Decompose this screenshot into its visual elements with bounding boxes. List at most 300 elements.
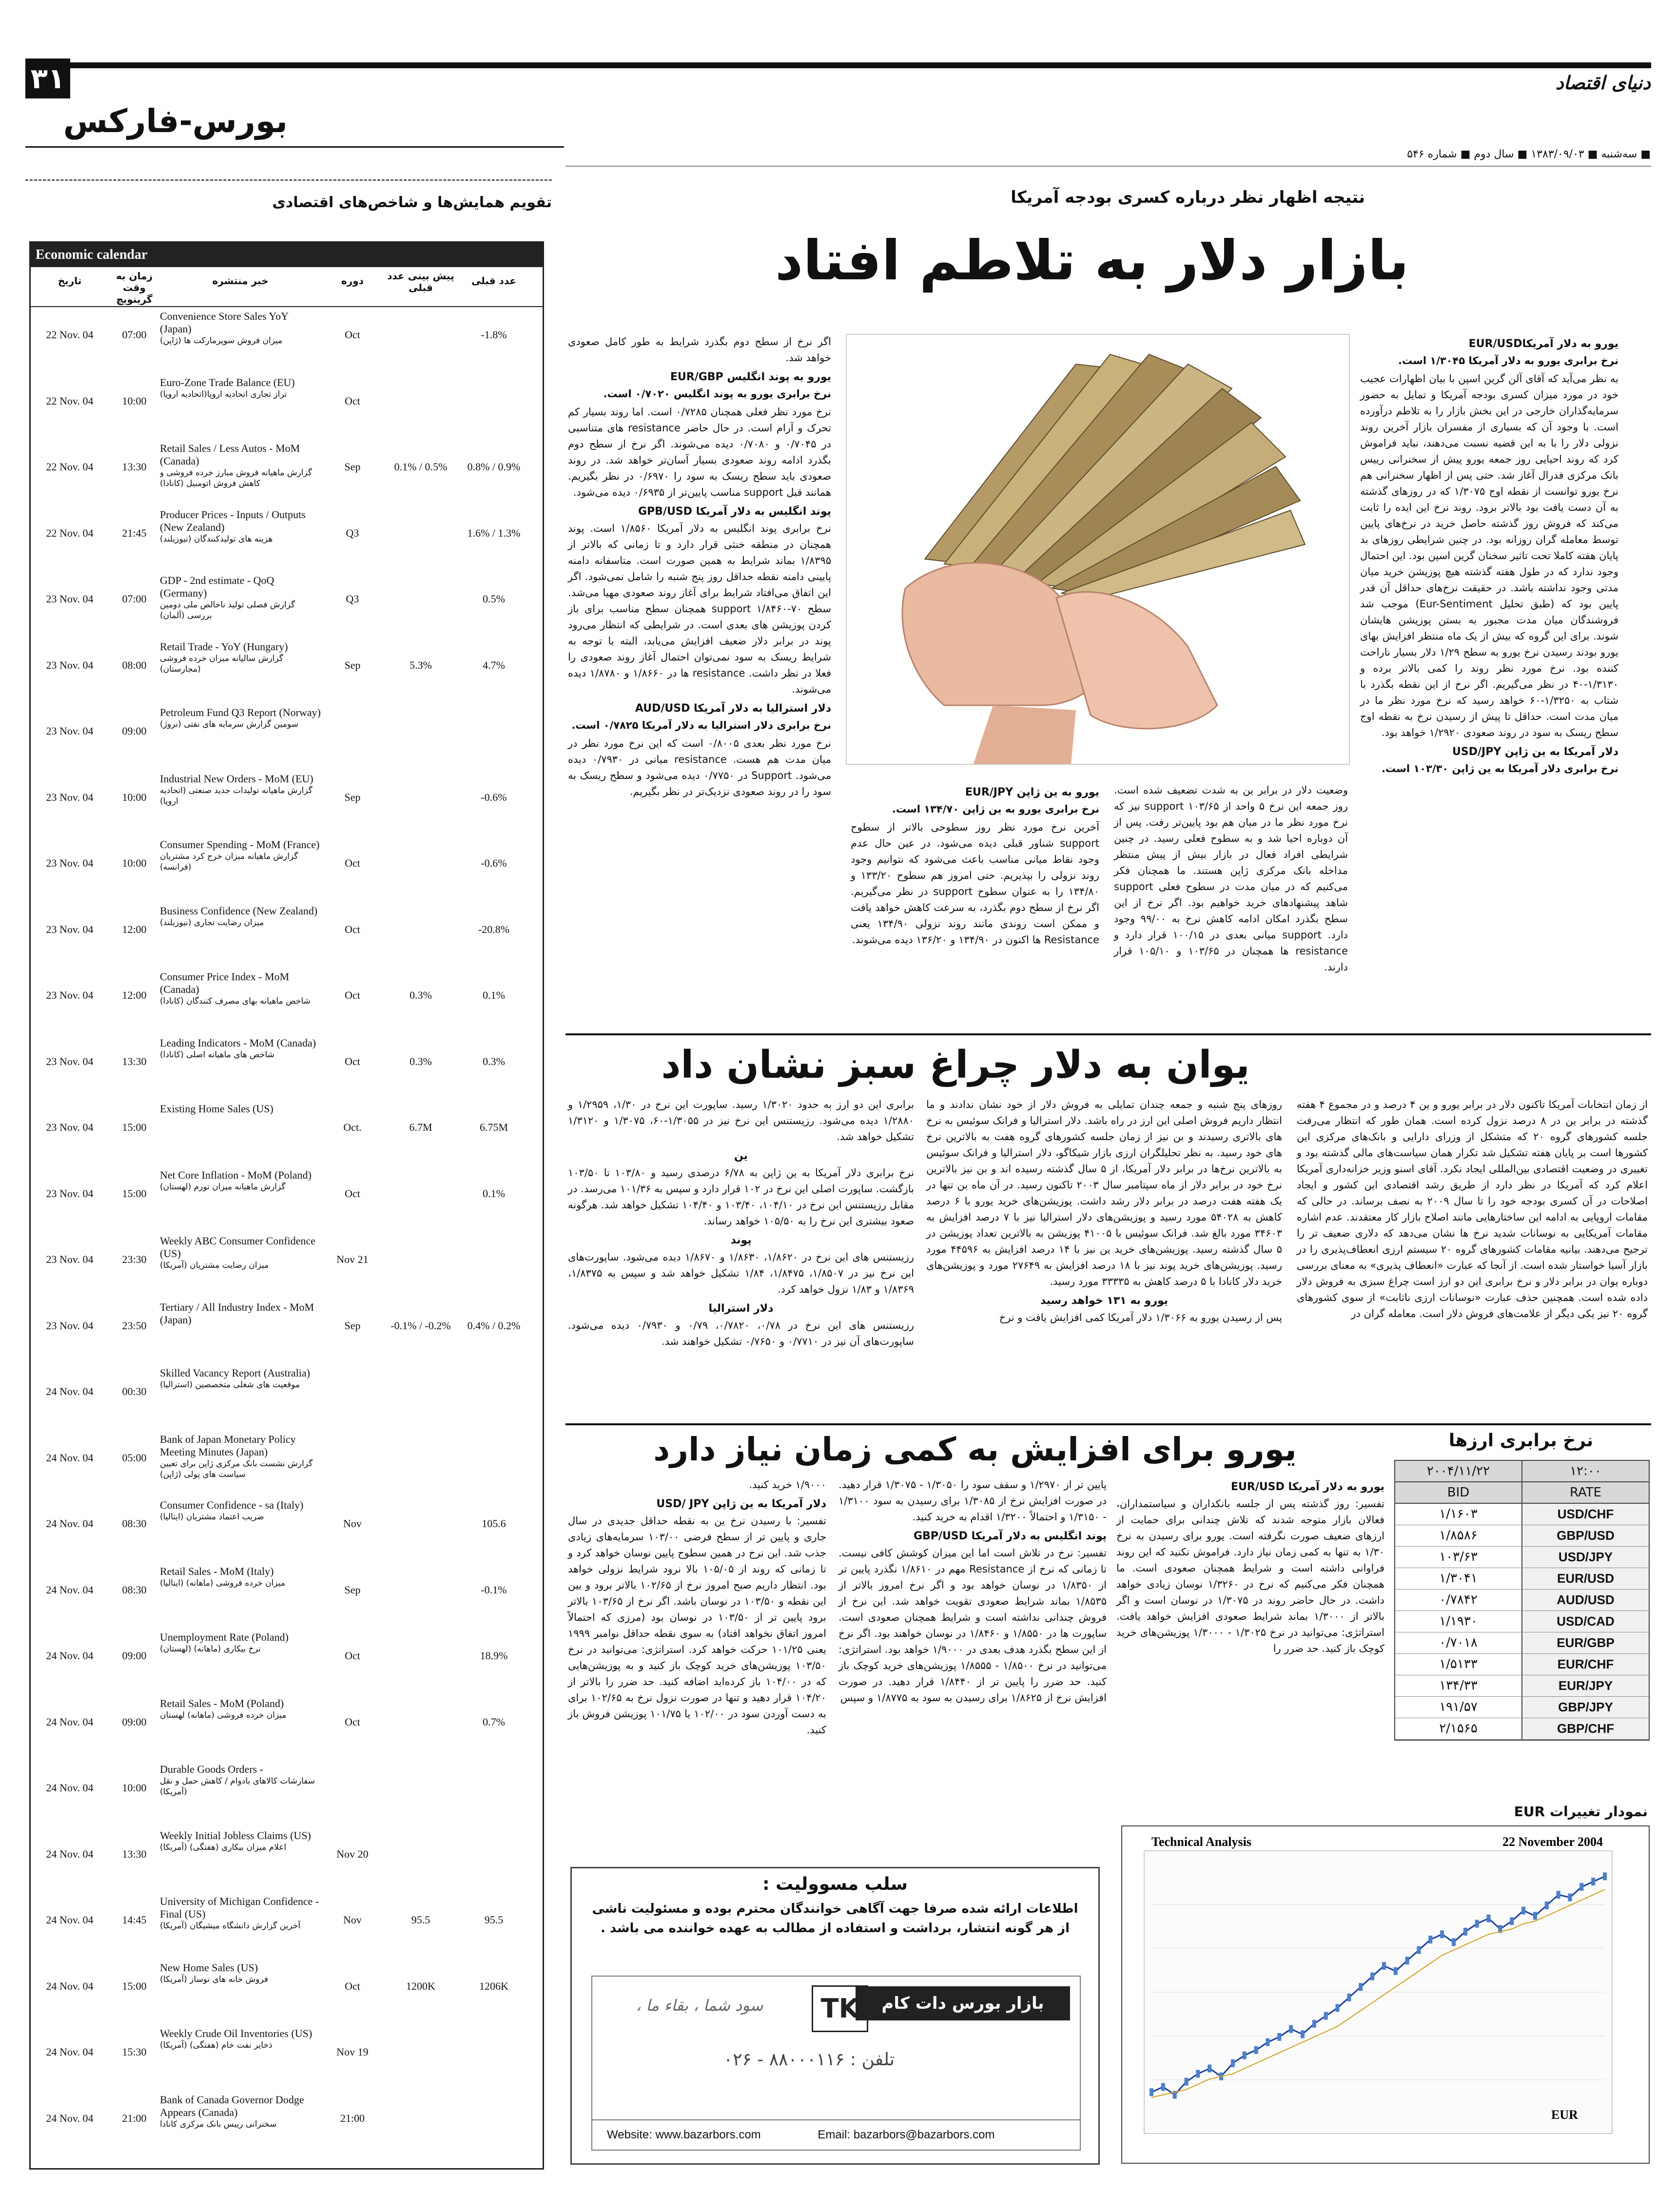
yuan-col3-p2: رزیستنس های این نرخ در ۱/۸۶۲۰، ۱/۸۶۳۰ و ۱/۸۶۷۰ دیده می‌شود. ساپورت‌های این نرخ نیز در ۱/۸۵۰۷، ۱/۸۴۷۵، ۱/۸۴ تشکیل خواهد شد و سپس به ۱/۸۳۷۵، ۱/۸۳۶۹ و ۱/۸۳ نزول خواهد کرد. xyxy=(568,1251,915,1295)
cal-event-fa: میزان فروش سوپرمارکت ها (ژاپن) xyxy=(160,336,283,346)
col1-sub2: نرخ برابری دلار آمریکا به ین ژاپن ۱۰۳/۳۰ است. xyxy=(1382,763,1618,775)
rates-pair: EUR/JPY xyxy=(1522,1675,1649,1696)
cal-date: 22 Nov. 04 xyxy=(46,329,94,341)
col4-h2: پوند انگلیس به دلار آمریکا GPB/USD xyxy=(638,505,831,518)
chart-point xyxy=(1394,1967,1398,1975)
cal-time: 08:30 xyxy=(122,1583,147,1596)
cal-date: 24 Nov. 04 xyxy=(46,2112,94,2124)
cal-time: 23:50 xyxy=(122,1319,147,1332)
col4-p2: نرخ برابری پوند انگلیس به دلار آمریکا ۱/۸۵۶۰ است. پوند همچنان در منطقه خنثی قرار دارد و تا زمانی که بالاتر از ۱/۸۳۹۵ بماند شرایط به همین صورت است. متاسفانه دامنه پایینی دامنه نقطه حداقل روز پنج شنبه را شامل نمی‌شود. اگر این اتفاق می‌افتاد شرایط برای آغاز روند صعودی مهیا می‌شد. سطح support ۱/۸۴۶۰-۷۰ همچنان سطح مناسب برای باز کردن پوزیشن های بعدی است. در شرایطی که انتظار می‌رود پوند در برابر دلار ضعیف افزایش می‌یابد، البته با توجه به شرایط ریسک به سود نمی‌توان احتمال آغاز روند صعودی را فعلا در نظر داشت. resistance ها در ۱/۸۶۶۰ و ۱/۸۷۸۰ دیده می‌شوند. xyxy=(568,523,831,695)
calendar-row xyxy=(31,770,543,836)
cal-forecast xyxy=(384,1694,457,1761)
chart-point xyxy=(1243,2052,1247,2059)
chart-date: 22 November 2004 xyxy=(1502,1835,1603,1849)
yuan-col2-sub: یورو به ۱۳۱ خواهد رسید xyxy=(1040,1295,1169,1307)
money-photo xyxy=(846,334,1350,765)
chart-point xyxy=(1312,2020,1316,2028)
cal-event xyxy=(160,2024,321,2091)
cal-period xyxy=(321,1760,384,1826)
calendar-row xyxy=(31,1959,543,2025)
rates-bid: ۱/۵۱۳۳ xyxy=(1395,1654,1522,1675)
cal-event-fa: گزارش سالیانه میزان خرده فروشی (مجارستان) xyxy=(160,653,283,674)
cal-event xyxy=(160,1166,321,1232)
cal-period: Oct xyxy=(345,989,360,1001)
calendar-title: Economic calendar xyxy=(36,247,148,262)
col4-h1: یورو به پوند انگلیس EUR/GBP xyxy=(670,371,831,383)
chart-point xyxy=(1591,1878,1595,1885)
cal-forecast: 0.3% xyxy=(409,989,432,1001)
calendar-row xyxy=(31,968,543,1034)
cal-event-fa: نرخ بیکاری (ماهانه) (لهستان) xyxy=(160,1644,261,1654)
chart-point xyxy=(1185,2078,1189,2086)
cal-period: Oct xyxy=(345,1187,360,1200)
cal-previous: 0.7% xyxy=(483,1715,505,1728)
chart-caption: نمودار تغییرات EUR xyxy=(1514,1804,1648,1820)
chart-point xyxy=(1545,1902,1549,1909)
cal-event-fa: شاخص های ماهیانه اصلی (کانادا) xyxy=(160,1049,274,1060)
chart-point xyxy=(1417,1946,1421,1954)
cal-date: 23 Nov. 04 xyxy=(46,1319,94,1332)
cal-time: 09:00 xyxy=(122,1715,147,1728)
rates-bid: ۱۳۴/۳۳ xyxy=(1395,1675,1522,1696)
cal-forecast: -0.1% / -0.2% xyxy=(390,1319,451,1332)
cal-forecast: 5.3% xyxy=(409,659,432,671)
cal-time: 23:30 xyxy=(122,1253,147,1265)
calendar-row xyxy=(31,1892,543,1959)
yuan-bottom-rule xyxy=(565,1423,1651,1425)
euro-col3-p0: ۱/۹۰۰۰ خرید کنید. xyxy=(749,1479,826,1491)
col4-p0: اگر نرخ از سطح دوم بگذرد شرایط به طور کامل صعودی خواهد شد. xyxy=(568,336,831,364)
cal-previous: -0.6% xyxy=(481,791,507,803)
rates-row xyxy=(1395,1547,1649,1568)
cal-event xyxy=(160,505,321,572)
cal-event xyxy=(160,968,321,1034)
ad-brand: بازار بورس دات کام xyxy=(881,1994,1044,2013)
cal-period: Oct. xyxy=(343,1121,362,1133)
chart-point xyxy=(1510,1917,1514,1925)
cal-forecast xyxy=(384,2024,457,2091)
cal-previous: -1.8% xyxy=(481,329,507,341)
chart-point xyxy=(1382,1962,1386,1970)
cal-event-en: University of Michigan Confidence - Final (US) xyxy=(160,1895,319,1920)
top-story-col3 xyxy=(851,782,1099,951)
cal-event-en: New Home Sales (US) xyxy=(160,1961,258,1974)
cal-date: 23 Nov. 04 xyxy=(46,725,94,737)
rates-bid: ۱۹۱/۵۷ xyxy=(1395,1697,1522,1718)
rates-pair: GBP/JPY xyxy=(1522,1697,1649,1718)
cal-period: Oct xyxy=(345,394,360,407)
cal-date: 24 Nov. 04 xyxy=(46,1847,94,1860)
cal-period: Nov 21 xyxy=(336,1253,369,1265)
yuan-col3 xyxy=(568,1097,914,1353)
dashed-divider xyxy=(25,179,552,181)
cal-event-en: Unemployment Rate (Poland) xyxy=(160,1631,289,1643)
cal-event-en: Leading Indicators - MoM (Canada) xyxy=(160,1036,316,1049)
calendar-body xyxy=(31,307,543,2156)
calendar-row xyxy=(31,1034,543,1100)
eur-chart xyxy=(1122,1826,1649,2163)
page-number-box xyxy=(25,58,70,98)
cal-previous: 1206K xyxy=(479,1979,508,1992)
cal-event xyxy=(160,703,321,770)
cal-date: 22 Nov. 04 xyxy=(46,526,94,539)
ad-logo-text: TK xyxy=(820,1993,859,2024)
rates-row xyxy=(1395,1654,1649,1675)
cal-forecast xyxy=(384,1826,457,1893)
cal-time: 15:30 xyxy=(122,2046,147,2058)
cal-date: 23 Nov. 04 xyxy=(46,857,94,869)
chart-point xyxy=(1452,1938,1456,1946)
chart-point xyxy=(1521,1907,1525,1915)
chart-point xyxy=(1196,2070,1200,2077)
chart-point xyxy=(1557,1891,1560,1899)
cal-period: Oct xyxy=(345,1979,360,1992)
cal-period: Nov 20 xyxy=(336,1847,369,1860)
yuan-col2-tail: پس از رسیدن یورو به ۱/۳۰۶۶ دلار آمریکا کمی افزایش یافت و نرخ xyxy=(999,1312,1282,1323)
cal-event-en: Petroleum Fund Q3 Report (Norway) xyxy=(160,706,321,718)
calendar-row xyxy=(31,835,543,902)
cal-previous xyxy=(457,2024,530,2091)
cal-event xyxy=(160,1232,321,1298)
col4-sub3: نرخ برابری دلار استرالیا به دلار آمریکا ۰/۷۸۲۵ است. xyxy=(571,719,831,731)
cal-event-fa: میزان خرده فروشی (ماهانه) لهستان xyxy=(160,1710,287,1720)
euro-col2-p1: تفسیر: نرخ در تلاش است اما این میزان کوشش کافی نیست. تا زمانی که نرخ از Resistance مهم در ۱/۸۶۱۰ نگذرد پایین تر از ۱/۸۳۵۰ در نوسان خواهد بود و اگر نرخ امروز بالاتر از ۱/۸۵۳۵ بماند شرایط صعودی تقویت خواهد شد. این نرخ از فروش چندانی نداشته است و شرایط همچنان صعودی است. ساپورت ها در ۱/۸۵۵۰ و ۱/۸۴۶۰ در نوسان خواهند بود. اگر نرخ از این سطح بگذرد هدف بعدی در ۱/۹۰۰۰ خواهد بود. استراتژی: می‌توانید در نرخ ۱/۸۵۰۰ - ۱/۸۵۵۵ پوزیشن‌های خرید کوچک باز کنید. حد ضرر را پایین تر از ۱/۸۴۴۰ قرار دهید. در صورت افزایش نرخ از ۱/۸۶۲۵ برای رسیدن به سود به ۱/۸۷۷۵ و سپس xyxy=(838,1547,1107,1704)
rates-pair: USD/JPY xyxy=(1522,1547,1649,1568)
cal-previous xyxy=(457,1364,530,1430)
cal-period xyxy=(321,703,384,770)
cal-event-fa: سفارشات کالاهای بادوام / کاهش حمل و نقل (آمریکا) xyxy=(160,1776,315,1797)
chart-point xyxy=(1336,2004,1340,2012)
col4-sub1: نرخ برابری یورو به پوند انگلیس ۰/۷۰۲۰ است. xyxy=(603,388,831,400)
ad-footer xyxy=(592,2119,1080,2150)
cal-previous xyxy=(457,1232,530,1298)
calendar-row xyxy=(31,1364,543,1430)
cal-time: 08:30 xyxy=(122,1517,147,1530)
yuan-col2 xyxy=(926,1097,1282,1329)
cal-time: 21:45 xyxy=(122,526,147,539)
cal-date: 24 Nov. 04 xyxy=(46,1385,94,1397)
chart-title: Technical Analysis xyxy=(1151,1835,1251,1849)
cal-forecast xyxy=(384,1232,457,1298)
cal-time: 13:30 xyxy=(122,1055,147,1067)
cal-event-en: Bank of Japan Monetary Policy Meeting Minutes (Japan) xyxy=(160,1433,296,1458)
cal-previous: 0.5% xyxy=(483,593,505,605)
chart-point xyxy=(1347,1994,1351,2001)
money-illustration xyxy=(847,335,1349,764)
chart-point xyxy=(1475,1920,1479,1928)
cal-date: 24 Nov. 04 xyxy=(46,2046,94,2058)
cal-date: 23 Nov. 04 xyxy=(46,1187,94,1200)
cal-event-fa: آخرین گزارش دانشگاه میشیگان (آمریکا) xyxy=(160,1921,301,1931)
calendar-row xyxy=(31,1166,543,1232)
cal-event-en: Existing Home Sales (US) xyxy=(160,1103,273,1115)
cal-time: 12:00 xyxy=(122,923,147,935)
cal-date: 23 Nov. 04 xyxy=(46,593,94,605)
cal-event xyxy=(160,770,321,836)
cal-event xyxy=(160,1496,321,1562)
cal-period: Sep xyxy=(344,461,361,473)
euro-col3 xyxy=(568,1477,826,1741)
rates-header-1 xyxy=(1395,1461,1649,1482)
calendar-panel xyxy=(29,241,544,2170)
rates-row xyxy=(1395,1504,1649,1525)
disclaimer-ad-box xyxy=(570,1867,1100,2165)
cal-event-fa: سومین گزارش سرمایه های نفتی (نروژ) xyxy=(160,719,299,729)
cal-event xyxy=(160,835,321,902)
cal-forecast: 0.3% xyxy=(409,1055,432,1067)
cal-period xyxy=(321,1430,384,1496)
cal-event-fa: تراز تجاری اتحادیه اروپا(اتحادیه اروپا) xyxy=(160,389,287,399)
cal-previous xyxy=(457,703,530,770)
col4-h3: دلار استرالیا به دلار آمریکا AUD/USD xyxy=(635,702,831,715)
cal-previous: 0.3% xyxy=(483,1055,505,1067)
col4-p3: نرخ مورد نظر بعدی ۰/۸۰۰۵ است که این نرخ مورد نظر در میان مدت هم هست. resistance میانی در ۰/۷۹۳۰ دیده می‌شود. Support در ۰/۷۷۵۰ دیده می‌شود و سطح ریسک به سود را در روند صعودی نزدیک‌تر در نظر بگیریم. xyxy=(568,737,831,797)
rates-pair: USD/CAD xyxy=(1522,1611,1649,1632)
ad-brand-bar xyxy=(856,1986,1070,2020)
chart-point xyxy=(1370,1973,1374,1980)
calendar-row xyxy=(31,1100,543,1166)
rates-row xyxy=(1395,1632,1649,1654)
cal-event-en: Net Core Inflation - MoM (Poland) xyxy=(160,1168,312,1181)
rates-bid: ۰/۷۸۴۲ xyxy=(1395,1590,1522,1610)
cal-event-en: Convenience Store Sales YoY (Japan) xyxy=(160,310,289,335)
chart-point xyxy=(1359,1983,1363,1991)
col2-p1: وضعیت دلار در برابر ین به شدت تضعیف شده است. روز جمعه این نرخ ۵ واحد از support ۱۰۳/۶۵ نیز که نرخ مورد نظر ما در میان هم بود پایین‌تر رفت. پس از آن دوباره احیا شد و به سطوح فعلی رسید. در چنین شرایطی افراد فعال در بازار بیش از پیش منتظر مداخله بانک مرکزی ژاپن هستند. ما همچنان فکر می‌کنیم که در میان مدت در سطوح فعلی support شاهد پیشنهادهای خرید خواهیم بود. اگر نرخ از این سطح بگذرد امکان ادامه کاهش نرخ به ۹۹/۰۰ وجود دارد. support میانی بعدی در ۱۰۰/۱۵ قرار دارد و resistance ها همچنان در ۱۰۳/۶۵ و ۱۰۵/۱۰ قرار دارند. xyxy=(1114,784,1348,973)
cal-previous: -0.1% xyxy=(481,1583,507,1596)
euro-col2-p0: پایین تر از ۱/۲۹۷۰ و سقف سود را ۱/۳۰۵۰ - ۱/۳۰۷۵ قرار دهید. در صورت افزایش نرخ از ۱/۳۰۸۵ برای رسیدن به سود ۱/۳۱۰۰ - ۱/۳۱۵۰ و احتمالاً ۱/۳۲۰۰ اقدام به خرید کنید. xyxy=(838,1479,1107,1523)
rates-row xyxy=(1395,1525,1649,1547)
ad-logo xyxy=(812,1985,868,2032)
rates-pair: GBP/CHF xyxy=(1522,1718,1649,1739)
cal-event-fa: موقعیت های شغلی متخصصین (استرالیا) xyxy=(160,1380,300,1390)
ad-tagline: سود شما ، بقاء ما ، xyxy=(636,1996,763,2015)
calendar-row xyxy=(31,571,543,638)
chart-point xyxy=(1463,1928,1467,1936)
top-story-headline: بازار دلار به تلاطم افتاد xyxy=(775,229,1409,292)
cal-forecast xyxy=(384,373,457,440)
rates-bid: ۱/۱۹۳۰ xyxy=(1395,1611,1522,1632)
cal-previous xyxy=(457,2091,530,2157)
chart-point xyxy=(1428,1936,1432,1943)
rates-bid: ۱۰۳/۶۳ xyxy=(1395,1547,1522,1568)
cal-period: Sep xyxy=(344,659,361,671)
cal-forecast xyxy=(384,835,457,902)
cal-event-fa: گزارش ماهیانه میزان خرج کرد مشتریان (فرانسه) xyxy=(160,852,298,872)
yuan-col3-p1: نرخ برابری دلار آمریکا به ین ژاپن به ۶/۷۸ درصدی رسید و ۱۰۳/۸۰ تا ۱۰۳/۵۰ بازگشت. ساپورت اصلی این نرخ در ۱۰۲ قرار دارد و سپس به ۱۰۱/۳۶ می‌رسد. در مقابل رزیستنس این نرخ در ۱۰۴/۱۰، ۱۰۳/۴۰ و ۱۰۴/۴۰ تشکیل خواهد شد. هرگونه صعود بیشتری این نرخ را به ۱۰۵/۵۰ خواهد رساند. xyxy=(568,1167,915,1227)
yuan-col1-p: از زمان انتخابات آمریکا تاکنون دلار در برابر یورو و ین ۴ درصد و در مجموع ۴ هفته گذشته در برابر ین در ۸ درصد نزول کرده است. همان طور که انتظار می‌رفت جلسه کشورهای گروه ۲۰ که متشکل از وزرای دارایی و بانک‌های مرکزی این کشورها است بر پایان هفته تشکیل شد تکرار همان سیاست‌های مالی گذشته بود و تغییری در وضعیت اقتصادی بین‌المللی ایجاد نکرد. آقای اسنو وزیر خزانه‌داری آمریکا اعلام کرد که آمریکا در نظر دارد از طریق رشد اقتصادی این کشور و ایجاد اصلاحات در آن کسری بودجه خود را تا سال ۲۰۰۹ به نصف برساند. در حالی که مقامات اروپایی به ادامه این ساختارهایی مانند اصلاح بازار کار معتقدند. عدم اشاره مقامات آمریکایی به نوسانات شدید نرخ ها نشان می‌دهد که دلاری ضعیف تر را ترجیح می‌دهند. بیانیه مقامات کشورهای گروه ۲۰ سیستم ارزی انعطاف‌پذیری را در بازار آسیا خواستار شده است. از آنجا که عبارت «انعطاف پذیری» به معنای بررسی دوباره یوان در برابر دلار و نرخ برابری این دو ارز است چراغ سبزی به فروش دلار داده شده است. همچنین حذف عبارت «نوسانات ارزی ناثابت» از سوی کشورهای گروه ۲۰ نیز یکی دیگر از علامت‌های فروش دلار است. معامله گران در xyxy=(1297,1099,1648,1319)
euro-col3-h1: دلار آمریکا به ین ژاپن USD/ JPY xyxy=(656,1498,826,1510)
rates-date: ۲۰۰۴/۱۱/۲۲ xyxy=(1395,1461,1522,1481)
ad-website[interactable]: Website: www.bazarbors.com xyxy=(607,2128,761,2141)
cal-previous: 18.9% xyxy=(480,1649,508,1662)
yuan-col3-h3: دلار استرالیا xyxy=(708,1302,774,1315)
cal-event-fa: گزارش نشست بانک مرکزی ژاپن برای تعیین سیاست های پولی (ژاپن) xyxy=(160,1458,313,1479)
calendar-row xyxy=(31,1232,543,1298)
cal-event xyxy=(160,1826,321,1893)
col1-h1: یورو به دلار آمریکاEUR/USD xyxy=(1468,338,1618,350)
top-story-kicker: نتیجه اظهار نظر درباره کسری بودجه آمریکا xyxy=(1011,188,1365,207)
chart-point xyxy=(1277,2033,1281,2041)
yuan-col2-p: روزهای پنج شنبه و جمعه چندان تمایلی به فروش دلار از خود نشان ندادند و ما انتظار داریم فروش اصلی این ارز در راه باشد. دلار استرالیا و فرانک سوئیس به نرخ های بالاتری رسیدند و بن نیز از زمان جلسه کشورهای گروه هفت به بالاترین نرخ های خود رسید. به نظر تحلیلگران ارزی بازار شیکاگو، دلار استرالیا و فرانک سوئیس به بالاترین نرخ‌ها در برابر دلار آمریکا، از ۵ سال گذشته رسیده اند و بن نیز بالاترین نرخ خود در برابر دلار از ماه سپتامبر سال ۲۰۰۳ تاکنون رسید. در آن ماه بن تنها در یک هفته هفت درصد در برابر دلار رشد داشت. پوزیشن‌های خرید یورو با ۶ درصد کاهش به ۵۴۰۲۸ مورد رسید و پوزیشن‌های دلار استرالیا نیز با ۷ درصد افزایش به ۳۴۶۰۳ مورد بالغ شد. فرانک سوئیس با ۴۱۰۰۵ پوزیشن به بالاترین تعداد پوزیشن در ۵ سال گذشته رسید. پوزیشن‌های خرید ین نیز با ۱۴ درصد افزایش به ۴۴۵۹۶ مورد رسید. پوزیشن‌های خرید پوند نیز با ۱۸ درصد افزایش به ۲۷۶۴۹ مورد و پوزیشن‌های خرید دلار کانادا با ۵ درصد کاهش به ۳۳۳۳۵ مورد رسید. xyxy=(926,1099,1283,1287)
cal-time: 12:00 xyxy=(122,989,147,1001)
rates-time: ۱۲:۰۰ xyxy=(1570,1464,1601,1478)
rates-pair: GBP/USD xyxy=(1522,1525,1649,1546)
cal-date: 23 Nov. 04 xyxy=(46,923,94,935)
euro-col1-p: تفسیر: روز گذشته پس از جلسه بانکداران و سیاستمداران، فعالان بازار متوجه شدند که تلاش چندانی برای حمایت از ارزهای ضعیف صورت نگرفته است. یورو برای رسیدن به نرخ ۱/۳۰ به تنها به کمی زمان نیاز دارد. فراموش نکنید که این روند فراوانی داشته است و شرایط همچنان صعودی است. ما همچنان فکر می‌کنیم که نرخ در ۱/۳۲۶۰ نوسان زیادی خواهد داشت. در حال حاضر روند در ۱/۳۰۷۵ در نوسان است و اگر بالاتر از ۱/۳۰۰۰ بماند شرایط صعودی افزایش خواهد یافت. استراتژی: می‌توانید در نرخ ۱/۳۰۲۵ - ۱/۳۰۰۰ پوزیشن‌های خرید کوچک باز کنید. حد ضرر را xyxy=(1116,1498,1385,1654)
cal-previous: 95.5 xyxy=(484,1914,504,1926)
chart-point xyxy=(1161,2083,1165,2091)
cal-event-en: Durable Goods Orders - xyxy=(160,1763,263,1775)
cal-event-en: Consumer Price Index - MoM (Canada) xyxy=(160,970,290,995)
chart-point xyxy=(1440,1930,1444,1938)
rates-bid: ۱/۸۵۸۶ xyxy=(1395,1525,1522,1546)
cal-period: Sep xyxy=(344,1319,361,1332)
calendar-row xyxy=(31,439,543,505)
col-event: خبر منتشره xyxy=(212,275,269,287)
cal-event-en: Producer Prices - Inputs / Outputs (New Zealand) xyxy=(160,508,306,533)
section-rule xyxy=(25,146,564,148)
cal-forecast xyxy=(384,1562,457,1629)
cal-event-fa: میزان رضایت تجاری (نیوزیلند) xyxy=(160,917,264,928)
cal-time: 10:00 xyxy=(122,1782,147,1794)
cal-event-en: Industrial New Orders - MoM (EU) xyxy=(160,772,313,785)
cal-previous xyxy=(457,1430,530,1496)
chart-point xyxy=(1254,2046,1258,2054)
cal-date: 22 Nov. 04 xyxy=(46,461,94,473)
cal-date: 23 Nov. 04 xyxy=(46,989,94,1001)
cal-event-fa: فروش خانه های نوساز (آمریکا) xyxy=(160,1974,268,1984)
section-title: بورس-فارکس xyxy=(63,102,288,140)
cal-event-fa: میزان رضایت مشتریان (آمریکا) xyxy=(160,1261,269,1270)
disclaimer-text: اطلاعات ارائه شده صرفا جهت آگاهی خوانندگان محترم بوده و مسئولیت ناشی از هر گونه انتشار، برداشت و استفاده از مطالب به عهده خواننده می باشد . xyxy=(592,1902,1078,1936)
cal-forecast xyxy=(384,703,457,770)
col-previous: عدد قبلی xyxy=(471,275,517,287)
euro-col2-h1: پوند انگلیس به دلار آمریکا GBP/USD xyxy=(913,1530,1107,1542)
cal-event xyxy=(160,1892,321,1959)
cal-forecast xyxy=(384,1496,457,1562)
rates-body xyxy=(1395,1504,1649,1740)
cal-event xyxy=(160,638,321,704)
yuan-col1 xyxy=(1297,1097,1648,1325)
cal-event xyxy=(160,1959,321,2025)
calendar-row xyxy=(31,1760,543,1826)
rates-row xyxy=(1395,1675,1649,1697)
rates-bid: ۰/۷۰۱۸ xyxy=(1395,1632,1522,1653)
disclaimer-title: سلب مسوولیت : xyxy=(762,1874,908,1894)
calendar-row xyxy=(31,1826,543,1893)
calendar-row xyxy=(31,1496,543,1562)
yuan-col3-h2: پوند xyxy=(730,1234,752,1246)
cal-event-fa: گزارش فصلی تولید ناخالص ملی دومین بررسی (آلمان) xyxy=(160,600,295,621)
top-story-col1 xyxy=(1360,334,1618,779)
cal-previous: 6.75M xyxy=(479,1121,508,1133)
col1-sub1: نرخ برابری یورو به دلار آمریکا ۱/۳۰۴۵ است. xyxy=(1398,355,1618,367)
cal-time: 05:00 xyxy=(122,1451,147,1464)
cal-period: Nov 19 xyxy=(336,2046,369,2058)
cal-event xyxy=(160,1034,321,1100)
cal-event xyxy=(160,571,321,638)
cal-event xyxy=(160,1100,321,1166)
rates-header-2 xyxy=(1395,1482,1649,1504)
yuan-col3-p3: رزیستنس های این نرخ در ۰/۷۸، ۰/۷۸۲۰، ۰/۷۹ و ۰/۷۹۳۰ دیده می‌شود. ساپورت‌های آن نیز در ۰/۷۷۱۰ و ۰/۷۶۵۰ تشکیل خواهند شد. xyxy=(568,1319,914,1347)
rates-bid: ۱/۱۶۰۳ xyxy=(1395,1504,1522,1525)
col-time: زمان به وقت گرینویچ xyxy=(116,270,153,305)
cal-previous: 0.4% / 0.2% xyxy=(467,1319,521,1332)
cal-period: Oct xyxy=(345,923,360,935)
cal-previous: 4.7% xyxy=(483,659,505,671)
cal-event xyxy=(160,1364,321,1430)
cal-period: Q3 xyxy=(346,593,359,605)
cal-period: Nov xyxy=(343,1517,362,1530)
cal-forecast xyxy=(384,2091,457,2157)
cal-event-en: Consumer Confidence - sa (Italy) xyxy=(160,1499,304,1511)
yuan-col3-p0: برابری این دو ارز به حدود ۱/۳۰۲۰ رسید. ساپورت این نرخ در ۱/۳۰، ۱/۲۹۵۹ و ۱/۲۸۸۰ دیده می‌شود. رزیستنس این نرخ نیز در ۱/۳۰۵۵-۶۰، ۱/۳۰۷۵ و ۱/۳۱۲۰ تشکیل خواهد شد. xyxy=(568,1099,915,1143)
calendar-row xyxy=(31,1298,543,1364)
col-forecast: پیش بینی عدد قبلی xyxy=(387,270,454,293)
cal-previous: 0.1% xyxy=(483,989,505,1001)
cal-forecast: 1200K xyxy=(406,1979,435,1992)
cal-time: 15:00 xyxy=(122,1979,147,1992)
cal-event xyxy=(160,902,321,968)
calendar-row xyxy=(31,1430,543,1496)
cal-forecast xyxy=(384,307,457,373)
cal-event-en: Euro-Zone Trade Balance (EU) xyxy=(160,376,295,388)
cal-event xyxy=(160,307,321,373)
cal-time: 09:00 xyxy=(122,1649,147,1662)
calendar-title-bar xyxy=(31,243,543,267)
cal-event-en: Skilled Vacancy Report (Australia) xyxy=(160,1367,311,1379)
col1-h2: دلار آمریکا به ین ژاپن USD/JPY xyxy=(1452,746,1618,758)
calendar-row xyxy=(31,307,543,373)
top-story-col2 xyxy=(1114,782,1348,978)
cal-forecast: 6.7M xyxy=(409,1121,432,1133)
masthead-top-rule xyxy=(25,62,1651,68)
cal-event-en: GDP - 2nd estimate - QoQ (Germany) xyxy=(160,574,274,599)
cal-time: 10:00 xyxy=(122,857,147,869)
cal-date: 24 Nov. 04 xyxy=(46,1517,94,1530)
rates-col-rate: RATE xyxy=(1569,1485,1602,1500)
col-date: تاریخ xyxy=(58,275,82,287)
cal-event xyxy=(160,373,321,440)
cal-period: Nov xyxy=(343,1914,362,1926)
euro-col1-h: یورو به دلار آمریکا EUR/USD xyxy=(1231,1481,1384,1493)
cal-event xyxy=(160,1628,321,1694)
rates-bid: ۱/۳۰۴۱ xyxy=(1395,1568,1522,1589)
cal-time: 15:00 xyxy=(122,1121,147,1133)
cal-time: 21:00 xyxy=(122,2112,147,2124)
cal-forecast xyxy=(384,571,457,638)
chart-point xyxy=(1603,1872,1607,1880)
ad-email[interactable]: Email: bazarbors@bazarbors.com xyxy=(818,2128,995,2141)
cal-period: Oct xyxy=(345,1055,360,1067)
cal-event-en: Business Confidence (New Zealand) xyxy=(160,904,318,917)
cal-period: 21:00 xyxy=(340,2112,365,2124)
cal-event-en: Retail Sales - MoM (Poland) xyxy=(160,1697,284,1709)
chart-point xyxy=(1324,2012,1328,2020)
cal-date: 22 Nov. 04 xyxy=(46,394,94,407)
dateline: ■ سه‌شنبه ■ ۱۳۸۳/۰۹/۰۳ ■ سال دوم ■ شماره ۵۴۶ xyxy=(1407,148,1651,160)
euro-col3-p1: تفسیر: با رسیدن نرخ ین به نقطه حداقل جدیدی در سال جاری و پایین تر از سطح فرضی ۱۰۳/۰۰ سرمایه‌های زیادی جذب شد. این نرخ در همین سطوح پایین نوسان خواهد کرد و تا زمانی که روند از ۱۰۵/۰۵ بالا نرود شرایط نزولی خواهد بود. انتظار داریم صبح امروز نرخ از ۱۰۲/۶۵ بالاتر برود و بین این نقطه و ۱۰۳/۵۰ در نوسان باشد. اگر نرخ از ۱۰۳/۶۵ بالاتر برود پایین تر از ۱۰۳/۵۰ در نوسان بود (مرزی که احتمالاً امروز اتفاق نخواهد افتاد) به سوی نقطه حداقل نوامبر ۱۹۹۹ یعنی ۱۰۱/۲۵ حرکت خواهد کرد. استراتژی: می‌توانید در نرخ ۱۰۳/۵۰ پوزیشن‌های خرید کوچک باز کنید و به پوزیشن‌هایی که در ۱۰۴/۰۰ باز کرده‌اید اضافه کنید. حد ضرر را بالاتر از ۱۰۴/۲۰ قرار دهید و تنها در صورت نزول نرخ به ۱۰۲/۶۵ برای به دست آوردن سود در ۱۰۲/۰۰ یا ۱۰۱/۷۵ پوزیشن فروش باز کنید. xyxy=(568,1515,827,1736)
cal-date: 24 Nov. 04 xyxy=(46,1715,94,1728)
cal-event-fa: ذخایر نفت خام (هفتگی) (آمریکا) xyxy=(160,2040,273,2050)
cal-date: 23 Nov. 04 xyxy=(46,791,94,803)
yuan-headline: یوان به دلار چراغ سبز نشان داد xyxy=(661,1043,1250,1087)
dateline-rule xyxy=(565,166,1651,167)
calendar-row xyxy=(31,2024,543,2091)
cal-time: 00:30 xyxy=(122,1385,147,1397)
chart-point xyxy=(1487,1915,1491,1922)
chart-point xyxy=(1405,1957,1409,1964)
